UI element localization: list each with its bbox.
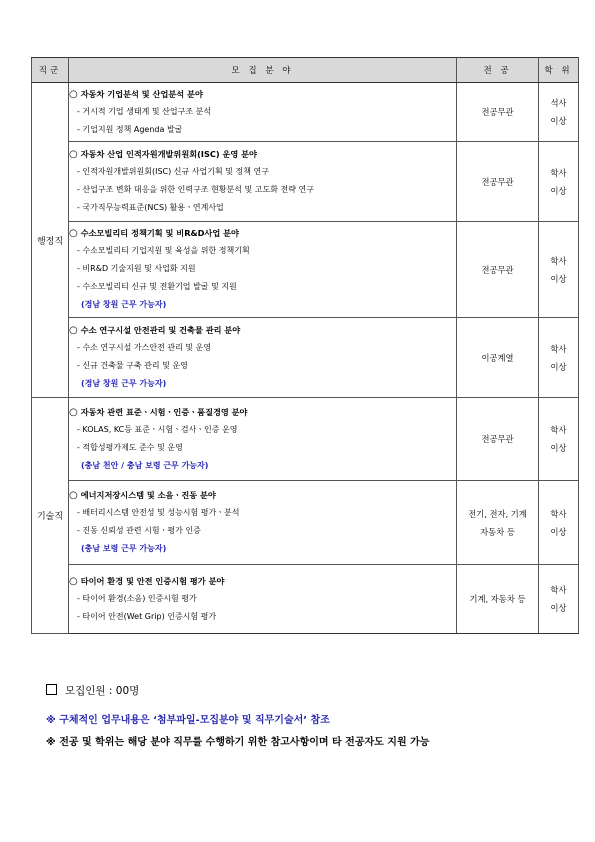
field-item: - KOLAS, KC등 표준ㆍ시험ㆍ검사ㆍ인증 운영	[77, 424, 238, 434]
field-title: 수소 연구시설 안전관리 및 건축물 관리 분야	[80, 325, 241, 335]
major-cell: 전기, 전자, 기계 자동차 등	[457, 481, 539, 565]
circle-bullet-icon: ○	[69, 490, 78, 501]
major-cell: 전공무관	[457, 398, 539, 481]
field-cell	[69, 398, 457, 481]
degree-cell: 학사 이상	[539, 565, 579, 634]
degree-cell: 석사 이상	[539, 83, 579, 142]
header-field: 모 집 분 야	[69, 58, 457, 83]
major-cell: 기계, 자동차 등	[457, 565, 539, 634]
work-location-note: (충남 보령 근무 가능자)	[81, 544, 167, 553]
degree-cell: 학사 이상	[539, 318, 579, 398]
field-title: 자동차 관련 표준ㆍ시험ㆍ인증ㆍ품질경영 분야	[80, 406, 248, 417]
degree-cell: 학사 이상	[539, 481, 579, 565]
field-item: - 산업구조 변화 대응을 위한 인력구조 현황분석 및 고도화 전략 연구	[77, 185, 314, 194]
header-major: 전 공	[457, 58, 539, 83]
field-item: - 진동 신뢰성 관련 시험ㆍ평가 인증	[77, 526, 201, 535]
field-cell	[69, 222, 457, 318]
major-cell: 전공무관	[457, 222, 539, 318]
empty-square-icon	[46, 684, 57, 695]
table-header-row	[32, 58, 579, 83]
field-cell	[69, 565, 457, 634]
table-row	[32, 83, 579, 142]
recruitment-table	[31, 57, 579, 634]
degree-cell: 학사 이상	[539, 398, 579, 481]
table-row	[32, 481, 579, 565]
eligibility-note: ※ 전공 및 학위는 해당 분야 직무를 수행하기 위한 참고사항이며 타 전공자도 지원 가능	[46, 737, 430, 748]
table-row	[32, 565, 579, 634]
field-item: - 적합성평가제도 준수 및 운영	[77, 442, 183, 452]
field-item: - 수소 연구시설 가스안전 관리 및 운영	[77, 343, 212, 352]
job-category-admin: 행정직	[32, 83, 69, 398]
recruit-count-line	[46, 683, 139, 698]
work-location-note: (충남 천안 / 충남 보령 근무 가능자)	[81, 460, 209, 470]
field-item: - 수소모빌리티 신규 및 전환기업 발굴 및 지원	[77, 282, 237, 291]
table-row	[32, 398, 579, 481]
degree-cell: 학사 이상	[539, 142, 579, 222]
field-item: - 기업지원 정책 Agenda 발굴	[77, 124, 183, 134]
work-location-note: (경남 창원 근무 가능자)	[81, 379, 167, 388]
degree-cell: 학사 이상	[539, 222, 579, 318]
table-row	[32, 318, 579, 398]
field-item: - 배터리시스템 안전성 및 성능시험 평가ㆍ분석	[77, 508, 240, 517]
header-job: 직군	[32, 58, 69, 83]
field-cell	[69, 83, 457, 142]
field-title: 자동차 산업 인적자원개발위원회(ISC) 운영 분야	[80, 149, 257, 159]
field-item: - 타이어 환경(소음) 인증시험 평가	[77, 593, 197, 603]
field-title: 타이어 환경 및 안전 인증시험 평가 분야	[80, 575, 225, 586]
field-item: - 거시적 기업 생태계 및 산업구조 분석	[77, 106, 212, 116]
major-cell: 이공계열	[457, 318, 539, 398]
table-row	[32, 222, 579, 318]
circle-bullet-icon: ○	[69, 575, 78, 587]
circle-bullet-icon: ○	[69, 88, 78, 100]
field-item: - 수소모빌리티 기업지원 및 육성을 위한 정책기획	[77, 246, 250, 255]
major-cell: 전공무관	[457, 142, 539, 222]
field-title: 수소모빌리티 정책기획 및 비R&D사업 분야	[80, 228, 239, 238]
job-category-tech: 기술직	[32, 398, 69, 634]
detail-reference-note: ※ 구체적인 업무내용은 ‘첨부파일-모집분야 및 직무기술서’ 참조	[46, 715, 330, 726]
field-item: - 타이어 안전(Wet Grip) 인증시험 평가	[77, 611, 217, 621]
field-cell	[69, 318, 457, 398]
field-item: - 인적자원개발위원회(ISC) 신규 사업기획 및 정책 연구	[77, 167, 269, 176]
circle-bullet-icon: ○	[69, 406, 78, 418]
field-cell	[69, 142, 457, 222]
field-item: - 비R&D 기술지원 및 사업화 지원	[77, 264, 196, 273]
table-row	[32, 142, 579, 222]
recruit-count: 모집인원 : 00명	[65, 685, 140, 697]
circle-bullet-icon: ○	[69, 228, 78, 239]
field-cell	[69, 481, 457, 565]
field-item: - 신규 건축물 구축 관리 및 운영	[77, 361, 188, 370]
field-title: 에너지저장시스템 및 소음ㆍ진동 분야	[80, 490, 216, 500]
work-location-note: (경남 창원 근무 가능자)	[81, 300, 167, 309]
circle-bullet-icon: ○	[69, 149, 78, 160]
field-item: - 국가직무능력표준(NCS) 활용ㆍ연계사업	[77, 203, 224, 212]
field-title: 자동차 기업분석 및 산업분석 분야	[80, 88, 203, 99]
header-degree: 학 위	[539, 58, 579, 83]
circle-bullet-icon: ○	[69, 325, 78, 336]
major-cell: 전공무관	[457, 83, 539, 142]
